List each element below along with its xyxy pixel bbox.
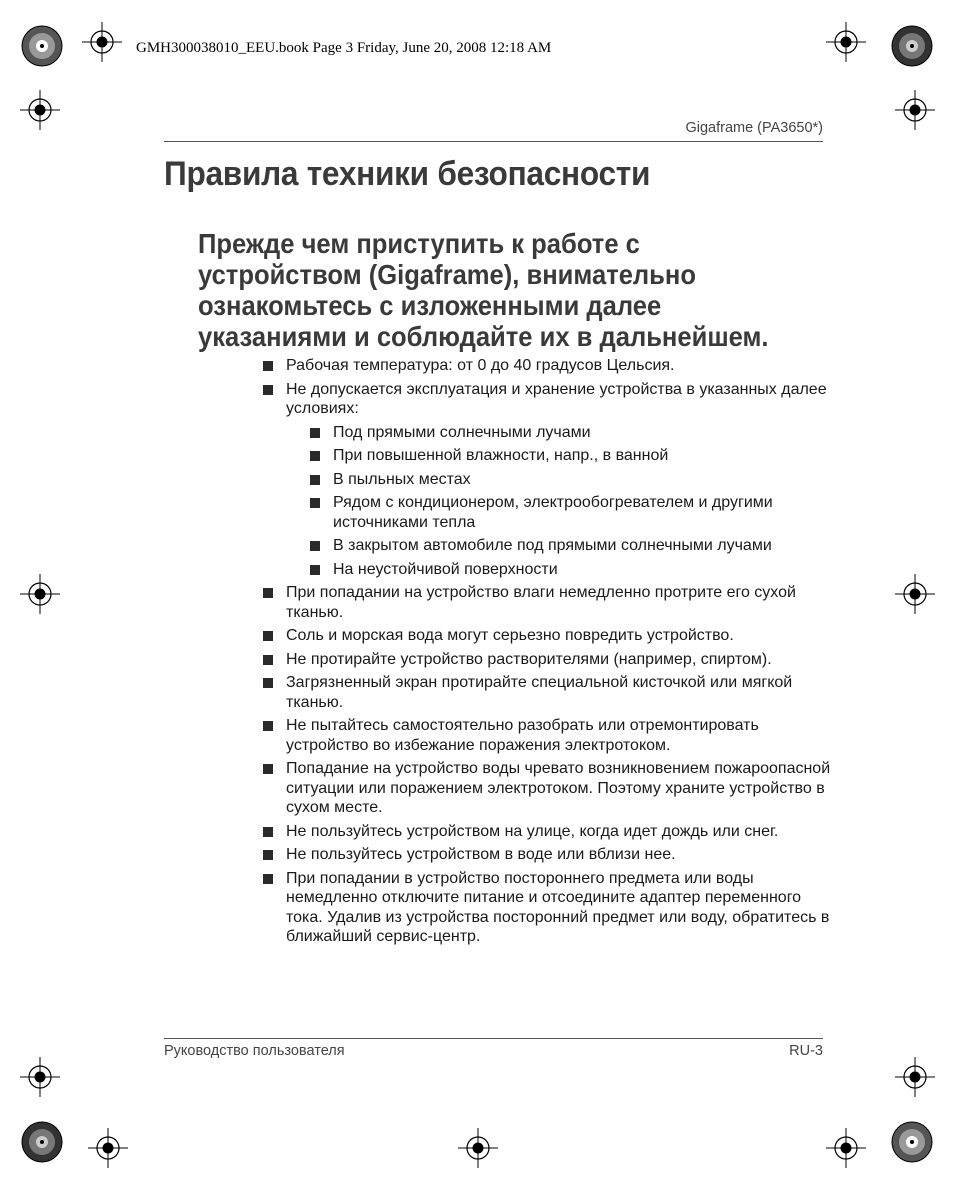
- list-item: [262, 356, 832, 376]
- header-rule: [164, 141, 823, 142]
- registration-crosshair-icon: [458, 1128, 498, 1168]
- sub-list-item-text: В закрытом автомобиле под прямыми солнечными лучами: [333, 537, 772, 554]
- square-bullet-icon: [310, 565, 320, 575]
- sub-list-item-text: При повышенной влажности, напр., в ванной: [333, 447, 669, 464]
- square-bullet-icon: [263, 721, 273, 731]
- intro-line: указаниями и соблюдайте их в дальнейшем.: [198, 321, 769, 352]
- list-item: [262, 583, 832, 622]
- square-bullet-icon: [263, 588, 273, 598]
- square-bullet-icon: [263, 631, 273, 641]
- intro-heading: [198, 228, 812, 352]
- square-bullet-icon: [310, 451, 320, 461]
- square-bullet-icon: [263, 655, 273, 665]
- list-item-text: Не допускается эксплуатация и хранение устройства в указанных далее условиях:: [286, 380, 827, 417]
- sub-list-item-text: На неустойчивой поверхности: [333, 560, 558, 578]
- list-item: [262, 716, 832, 755]
- sub-list-item: [309, 446, 832, 466]
- registration-crosshair-icon: [20, 90, 60, 130]
- list-item-text: Загрязненный экран протирайте специальной кисточкой или мягкой тканью.: [286, 674, 793, 711]
- list-item-text: Попадание на устройство воды чревато возникновением пожароопасной ситуации или поражением электротоком. Поэтому храните устройство в сухом месте.: [286, 760, 831, 816]
- registration-crosshair-icon: [895, 90, 935, 130]
- square-bullet-icon: [310, 475, 320, 485]
- page-title: Правила техники безопасности: [164, 155, 651, 193]
- square-bullet-icon: [263, 874, 273, 884]
- list-item-text: Соль и морская вода могут серьезно повредить устройство.: [286, 627, 734, 644]
- intro-line: ознакомьтесь с изложенными далее: [198, 290, 662, 321]
- registration-crosshair-icon: [20, 1057, 60, 1097]
- square-bullet-icon: [263, 827, 273, 837]
- sub-list-item: [309, 493, 832, 532]
- square-bullet-icon: [263, 678, 273, 688]
- starburst-target-icon: [890, 24, 934, 68]
- intro-line: устройством (Gigaframe), внимательно: [198, 259, 696, 290]
- list-item: [262, 759, 832, 818]
- sub-list-item-text: В пыльных местах: [333, 470, 471, 488]
- registration-crosshair-icon: [826, 1128, 866, 1168]
- list-item: [262, 869, 832, 947]
- registration-crosshair-icon: [82, 22, 122, 62]
- registration-crosshair-icon: [826, 22, 866, 62]
- sub-list-item-text: Рядом с кондиционером, электрообогревателем и другими источниками тепла: [333, 494, 773, 531]
- registration-crosshair-icon: [895, 574, 935, 614]
- safety-list: [262, 356, 832, 951]
- list-item: [262, 650, 832, 670]
- list-item-text: При попадании в устройство постороннего предмета или воды немедленно отключите питание и отсоедините адаптер переменного тока. Удалив из устройства посторонний предмет или воду, обратитесь в ближайший сервис-центр.: [286, 869, 830, 945]
- footer-manual-name: Руководство пользователя: [164, 1043, 345, 1059]
- starburst-target-icon: [890, 1120, 934, 1164]
- starburst-target-icon: [20, 24, 64, 68]
- list-item-text: Не протирайте устройство растворителями (например, спиртом).: [286, 650, 772, 668]
- registration-crosshair-icon: [88, 1128, 128, 1168]
- registration-crosshair-icon: [895, 1057, 935, 1097]
- square-bullet-icon: [263, 385, 273, 395]
- list-item: [262, 822, 832, 842]
- square-bullet-icon: [263, 361, 273, 371]
- list-item: [262, 673, 832, 712]
- sub-list-item: [309, 423, 832, 443]
- registration-crosshair-icon: [20, 574, 60, 614]
- list-item-text: При попадании на устройство влаги немедленно протрите его сухой тканью.: [286, 584, 796, 621]
- page-number: RU-3: [789, 1043, 823, 1059]
- list-item-text: Не пользуйтесь устройством на улице, когда идет дождь или снег.: [286, 822, 779, 840]
- running-header-product: Gigaframe (PA3650*): [685, 120, 823, 136]
- list-item: [262, 626, 832, 646]
- list-item: [262, 380, 832, 580]
- square-bullet-icon: [310, 541, 320, 551]
- list-item-text: Не пользуйтесь устройством в воде или вблизи нее.: [286, 846, 676, 863]
- sub-list-item: [309, 470, 832, 490]
- print-slug-line: GMH300038010_EEU.book Page 3 Friday, June 20, 2008 12:18 AM: [136, 40, 552, 56]
- sub-list-item: [309, 536, 832, 556]
- list-item: [262, 845, 832, 865]
- starburst-target-icon: [20, 1120, 64, 1164]
- sub-list-item-text: Под прямыми солнечными лучами: [333, 423, 591, 441]
- sub-list: [286, 423, 832, 580]
- list-item-text: Не пытайтесь самостоятельно разобрать или отремонтировать устройство во избежание поражения электротоком.: [286, 717, 759, 754]
- square-bullet-icon: [263, 850, 273, 860]
- square-bullet-icon: [263, 764, 273, 774]
- list-item-text: Рабочая температура: от 0 до 40 градусов Цельсия.: [286, 357, 675, 374]
- footer-rule: [164, 1038, 823, 1039]
- sub-list-item: [309, 560, 832, 580]
- square-bullet-icon: [310, 428, 320, 438]
- square-bullet-icon: [310, 498, 320, 508]
- intro-line: Прежде чем приступить к работе с: [198, 228, 640, 259]
